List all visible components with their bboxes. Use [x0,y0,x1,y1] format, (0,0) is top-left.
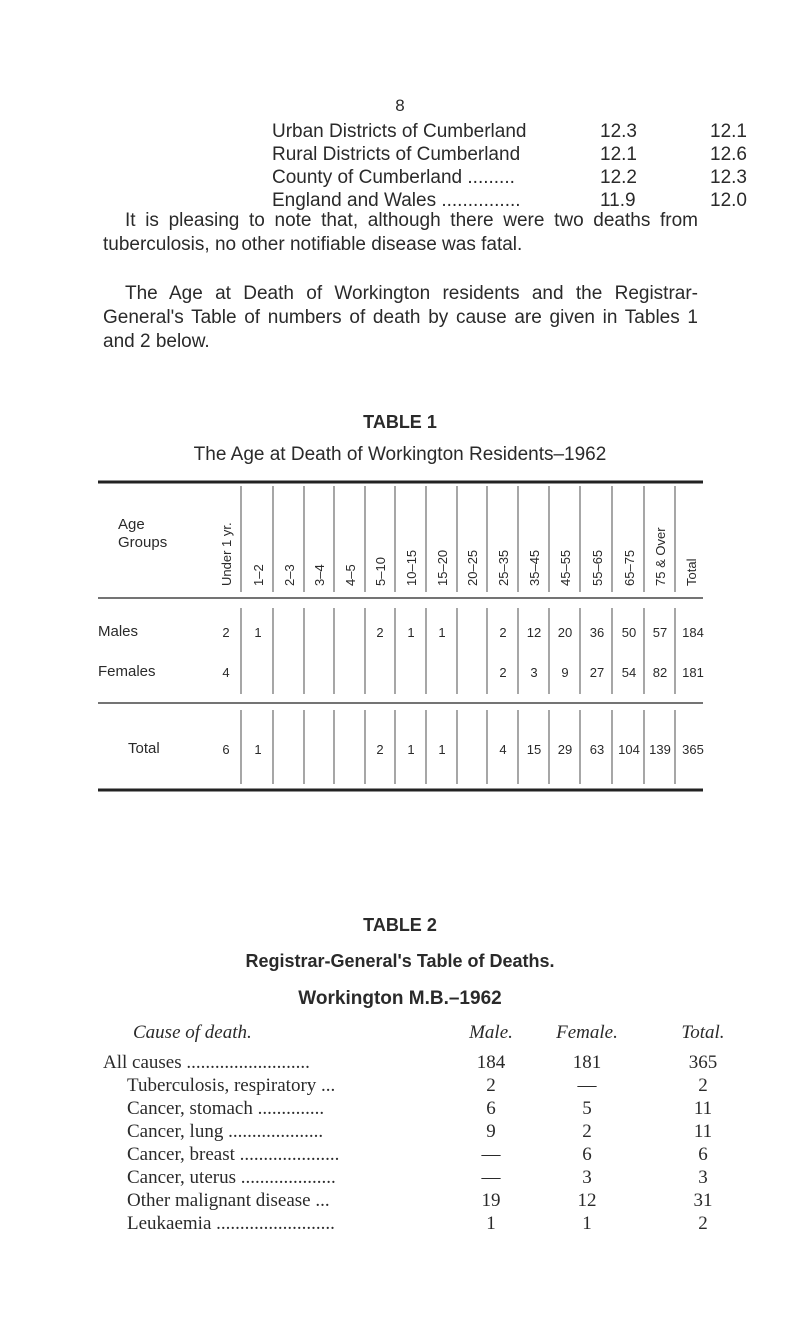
table-cell: 54 [621,665,637,680]
table-cell: 9 [561,665,569,680]
male-count: 184 [476,1052,506,1073]
table-cell: 50 [621,625,637,640]
rate-value-b: 12.0 [710,190,747,211]
total-count: 365 [688,1052,718,1073]
table-cell: 181 [682,665,704,680]
table-cell: 2 [499,665,507,680]
rate-value-b: 12.3 [710,167,747,188]
table2-subtitle-area: Workington M.B.–1962 [298,988,502,1009]
deaths-by-cause-table [103,1022,743,1236]
total-count: 3 [698,1167,708,1188]
rate-label: County of Cumberland ......... [272,167,515,188]
header-female: Female. [556,1022,618,1043]
age-column-header: 3–4 [312,564,327,586]
table-cell: 4 [222,665,230,680]
cause-label: Cancer, lung .................... [127,1121,324,1142]
male-count: 6 [486,1098,496,1119]
table-row [103,1213,743,1236]
table-cell: 3 [530,665,538,680]
table-cell: 4 [499,742,507,757]
table2-body [103,1052,743,1236]
table-row [103,1121,743,1144]
age-column-header: 15–20 [435,549,450,586]
male-count: — [481,1167,501,1188]
cause-label: Cancer, uterus .................... [127,1167,336,1188]
row-label-total: Total [128,740,160,757]
table-row [103,1052,743,1075]
female-count: 6 [582,1144,592,1165]
table-row [103,1098,743,1121]
cause-label: All causes .......................... [103,1052,310,1073]
table-cell: 1 [407,742,415,757]
table-cell: 15 [526,742,542,757]
age-column-header: Under 1 yr. [219,522,234,586]
cause-label: Cancer, breast ..................... [127,1144,340,1165]
male-count: 9 [486,1121,496,1142]
age-column-header: 20–25 [465,549,480,586]
rate-value-a: 11.9 [600,190,636,211]
table-cell: 2 [376,742,384,757]
table2-title: TABLE 2 [363,915,437,935]
age-column-header: 45–55 [558,549,573,586]
age-column-header: 35–45 [527,549,542,586]
age-column-header: 75 & Over [653,527,668,586]
cause-label: Leukaemia ......................... [127,1213,335,1234]
table-cell: 2 [499,625,507,640]
age-column-header: 4–5 [343,564,358,586]
table-cell: 1 [438,625,446,640]
table1-subtitle: The Age at Death of Workington Residents–1962 [193,444,607,465]
female-count: 1 [582,1213,592,1234]
table-cell: 139 [649,742,671,757]
cause-label: Tuberculosis, respiratory ... [127,1075,336,1096]
age-at-death-table [98,480,703,810]
rate-value-b: 12.1 [710,121,747,142]
table-cell: 12 [526,625,542,640]
table-cell: 2 [376,625,384,640]
table-row [103,1190,743,1213]
page-number: 8 [395,96,405,115]
total-count: 2 [698,1075,708,1096]
table-cell: 6 [222,742,230,757]
table-cell: 20 [557,625,573,640]
table-cell: 57 [652,625,668,640]
male-count: 1 [486,1213,496,1234]
total-count: 2 [698,1213,708,1234]
age-column-header: 25–35 [496,549,511,586]
row-label-males: Males [98,623,139,640]
age-groups-header: Age Groups [118,516,168,551]
age-column-header: 2–3 [282,564,297,586]
table-cell: 365 [682,742,704,757]
rate-value-a: 12.1 [600,144,637,165]
total-count: 11 [693,1098,713,1119]
table-cell: 63 [589,742,605,757]
rate-value-a: 12.3 [600,121,637,142]
table-cell: 2 [222,625,230,640]
table-cell: 29 [557,742,573,757]
table1-title: TABLE 1 [363,412,437,432]
paragraph-notifiable-disease: It is pleasing to note that, although there were two deaths from tuberculosis, no other notifiable disease was fatal. [103,210,698,255]
female-count: 2 [582,1121,592,1142]
header-total: Total. [681,1022,725,1043]
total-count: 11 [693,1121,713,1142]
total-count: 31 [693,1190,713,1211]
header-male: Male. [469,1022,513,1043]
rate-label: Urban Districts of Cumberland [272,121,527,142]
table-cell: 1 [438,742,446,757]
age-column-header: 5–10 [373,557,388,586]
male-count: 2 [486,1075,496,1096]
rate-label: England and Wales ............... [272,190,521,211]
table-cell: 184 [682,625,704,640]
age-column-header: 55–65 [590,549,605,586]
cause-label: Other malignant disease ... [127,1190,330,1211]
female-count: 3 [582,1167,592,1188]
male-count: — [481,1144,501,1165]
age-column-header: 65–75 [622,549,637,586]
table2-subtitle: Registrar-General's Table of Deaths. [245,951,555,971]
age-column-header: 10–15 [404,549,419,586]
table-cell: 1 [254,625,262,640]
table-cell: 36 [589,625,605,640]
rate-value-b: 12.6 [710,144,747,165]
table-cell: 1 [407,625,415,640]
total-count: 6 [698,1144,708,1165]
female-count: 181 [572,1052,602,1073]
rate-value-a: 12.2 [600,167,637,188]
table-row [103,1167,743,1190]
table-row [103,1144,743,1167]
table2-header-row [103,1022,743,1052]
female-count: — [577,1075,597,1096]
table1-rules [98,480,703,810]
male-count: 19 [481,1190,501,1211]
table-row [103,1075,743,1098]
female-count: 5 [582,1098,592,1119]
row-label-females: Females [98,663,156,680]
table-cell: 1 [254,742,262,757]
cause-label: Cancer, stomach .............. [127,1098,325,1119]
header-cause: Cause of death. [133,1022,252,1043]
table-cell: 82 [652,665,668,680]
table-cell: 104 [618,742,640,757]
rate-label: Rural Districts of Cumberland [272,144,521,165]
paragraph-tables-intro: The Age at Death of Workington residents and the Registrar-General's Table of numbers of death by cause are given in Tables 1 and 2 below. [103,283,698,352]
age-column-header: Total [684,558,699,586]
female-count: 12 [577,1190,597,1211]
table-cell: 27 [589,665,605,680]
age-column-header: 1–2 [251,564,266,586]
